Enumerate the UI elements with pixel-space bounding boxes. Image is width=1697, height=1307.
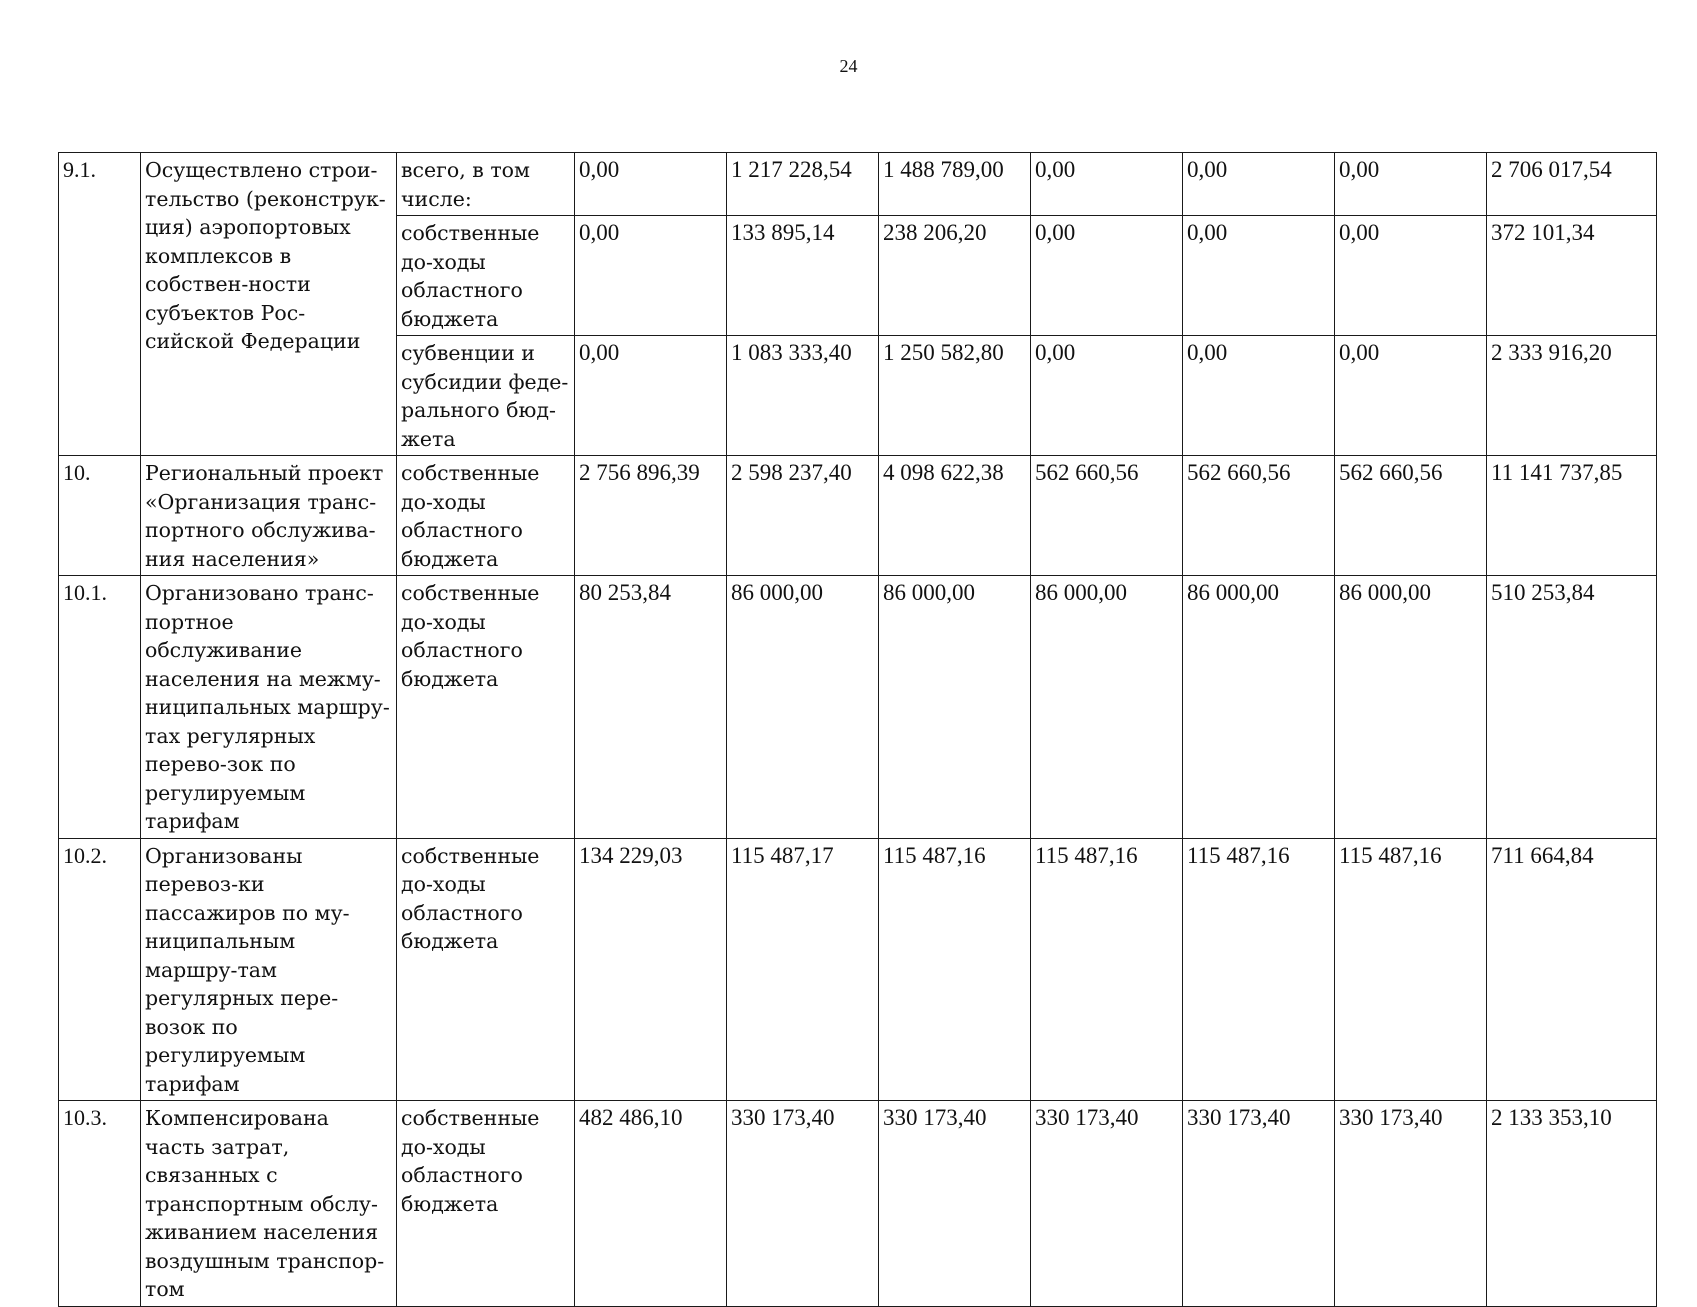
row-index: 10.1. [59,576,141,839]
year-value: 115 487,16 [1183,838,1335,1101]
funding-source: собственные до-ходы областного бюджета [397,838,575,1101]
total-value: 372 101,34 [1487,216,1657,336]
total-value: 2 333 916,20 [1487,336,1657,456]
row-index: 10.3. [59,1101,141,1307]
year-value: 0,00 [575,336,727,456]
year-value: 330 173,40 [1183,1101,1335,1307]
row-index: 10.2. [59,838,141,1101]
year-value: 0,00 [575,153,727,216]
table-row [59,838,1657,1101]
year-value: 0,00 [1183,153,1335,216]
year-value: 86 000,00 [879,576,1031,839]
row-name: Организованы перевоз-ки пассажиров по му-ниципальным маршру-там регулярных пере-возок по регулируемым тарифам [141,838,397,1101]
year-value: 80 253,84 [575,576,727,839]
year-value: 482 486,10 [575,1101,727,1307]
row-name: Компенсирована часть затрат, связанных с транспортным обслу-живанием населения воздушным транспор-том [141,1101,397,1307]
year-value: 0,00 [1031,336,1183,456]
total-value: 510 253,84 [1487,576,1657,839]
row-index: 9.1. [59,153,141,456]
year-value: 0,00 [1183,216,1335,336]
year-value: 0,00 [1335,153,1487,216]
year-value: 115 487,16 [1335,838,1487,1101]
year-value: 0,00 [575,216,727,336]
year-value: 0,00 [1031,216,1183,336]
year-value: 330 173,40 [1031,1101,1183,1307]
funding-source: субвенции и субсидии феде-рального бюд-жета [397,336,575,456]
year-value: 1 250 582,80 [879,336,1031,456]
funding-source: собственные до-ходы областного бюджета [397,576,575,839]
total-value: 2 706 017,54 [1487,153,1657,216]
year-value: 0,00 [1183,336,1335,456]
year-value: 0,00 [1335,216,1487,336]
year-value: 0,00 [1335,336,1487,456]
funding-source: собственные до-ходы областного бюджета [397,216,575,336]
year-value: 2 598 237,40 [727,456,879,576]
page-number: 24 [839,56,858,76]
year-value: 86 000,00 [1183,576,1335,839]
year-value: 562 660,56 [1335,456,1487,576]
year-value: 0,00 [1031,153,1183,216]
year-value: 115 487,17 [727,838,879,1101]
year-value: 238 206,20 [879,216,1031,336]
year-value: 1 083 333,40 [727,336,879,456]
table-body [59,153,1657,1307]
year-value: 330 173,40 [1335,1101,1487,1307]
year-value: 86 000,00 [727,576,879,839]
year-value: 330 173,40 [879,1101,1031,1307]
total-value: 11 141 737,85 [1487,456,1657,576]
row-name: Осуществлено строи-тельство (реконструк-ция) аэропортовых комплексов в собствен-ности субъектов Рос-сийской Федерации [141,153,397,456]
year-value: 134 229,03 [575,838,727,1101]
year-value: 562 660,56 [1183,456,1335,576]
year-value: 115 487,16 [879,838,1031,1101]
year-value: 115 487,16 [1031,838,1183,1101]
year-value: 562 660,56 [1031,456,1183,576]
row-index: 10. [59,456,141,576]
total-value: 711 664,84 [1487,838,1657,1101]
year-value: 330 173,40 [727,1101,879,1307]
funding-source: всего, в том числе: [397,153,575,216]
year-value: 2 756 896,39 [575,456,727,576]
table-row [59,576,1657,839]
year-value: 1 488 789,00 [879,153,1031,216]
year-value: 4 098 622,38 [879,456,1031,576]
table-row [59,1101,1657,1307]
year-value: 86 000,00 [1031,576,1183,839]
total-value: 2 133 353,10 [1487,1101,1657,1307]
row-name: Организовано транс-портное обслуживание населения на межму-ниципальных маршру-тах регулярных перево-зок по регулируемым тарифам [141,576,397,839]
budget-table-container [58,152,1656,1307]
budget-table [58,152,1657,1307]
table-row [59,153,1657,216]
funding-source: собственные до-ходы областного бюджета [397,1101,575,1307]
year-value: 1 217 228,54 [727,153,879,216]
year-value: 86 000,00 [1335,576,1487,839]
funding-source: собственные до-ходы областного бюджета [397,456,575,576]
row-name: Региональный проект «Организация транс-портного обслужива-ния населения» [141,456,397,576]
table-row [59,456,1657,576]
year-value: 133 895,14 [727,216,879,336]
